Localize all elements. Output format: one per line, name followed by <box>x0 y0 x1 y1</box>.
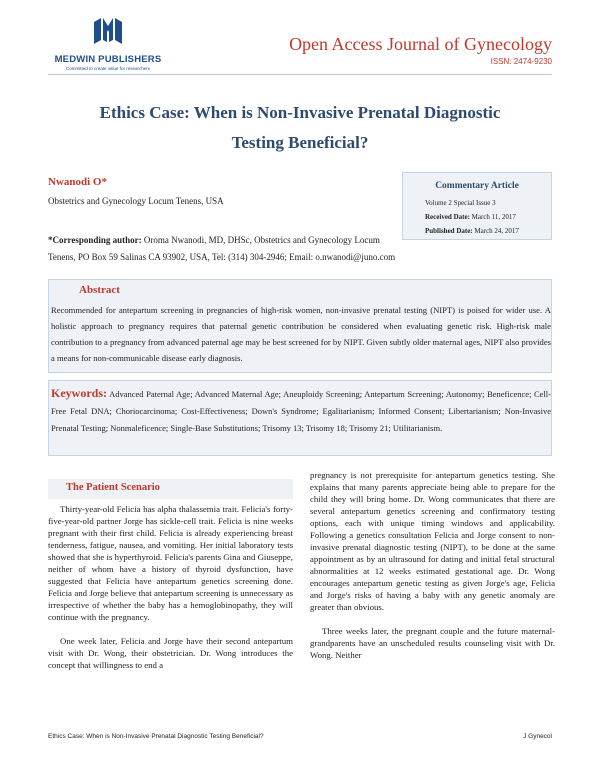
author-name: Nwanodi O* <box>48 176 107 188</box>
logo-tagline: Committed to create value for researchers <box>65 66 151 71</box>
article-title <box>60 98 540 158</box>
abstract-text: Recommended for antepartum screening in pregnancies of high-risk women, non-invasive prenatal testing (NIPT) is poised for wider use. A holistic approach to pregnancy requires that paternal genetic contribution be considered when evaluating genetic risk. High-risk male contribution to a pregnancy from advanced paternal age may be best screened for by NIPT. Given subtly older maternal ages, NIPT also provides a means for non-communicable disease early diagnosis. <box>51 305 551 363</box>
header-divider <box>48 74 552 75</box>
paragraph: One week later, Felicia and Jorge have their second antepartum visit with Dr. Wong, their obstetrician. Dr. Wong introduces the concept that willingness to end a <box>48 636 293 670</box>
corresponding-text: Oroma Nwanodi, MD, DHSc, Obstetrics and Gynecology Locum Tenens, PO Box 59 Salinas CA 93902, USA, Tel: (314) 304-2946; Email: o.nwanodi@juno.com <box>48 235 396 262</box>
published-label: Published Date: <box>425 227 473 235</box>
published-value: March 24, 2017 <box>472 227 519 235</box>
keywords-box <box>48 380 552 456</box>
keywords-label: Keywords: <box>51 386 107 400</box>
publisher-logo <box>48 14 168 74</box>
title-line-1: Ethics Case: When is Non-Invasive Prenatal Diagnostic <box>99 103 501 122</box>
received-date <box>425 213 516 221</box>
volume-info: Volume 2 Special Issue 3 <box>425 199 496 207</box>
abstract-heading: Abstract <box>79 284 120 296</box>
received-value: March 11, 2017 <box>469 213 516 221</box>
journal-name: Open Access Journal of Gynecology <box>289 34 552 54</box>
article-info-box <box>402 172 552 240</box>
author-affiliation: Obstetrics and Gynecology Locum Tenens, USA <box>48 196 224 206</box>
column-left <box>48 503 293 683</box>
keywords <box>49 385 553 437</box>
published-date <box>425 227 519 235</box>
keywords-list: Advanced Paternal Age; Advanced Maternal Age; Aneuploidy Screening; Antepartum Screening; Autonomy; Beneficence; Cell-Free Fetal DNA; Choriocarcinoma; Cost-Effectiveness; Down's Syndrome; Egalitarianism; Informed Consent; Libertarianism; Non-Invasive Prenatal Testing; Nonmaleficence; Single-Base Substitutions; Trisomy 13; Trisomy 18; Trisomy 21; Utilitarianism. <box>51 389 551 433</box>
abstract-box <box>48 279 552 373</box>
medwin-logo-icon <box>90 14 126 50</box>
paragraph: pregnancy is not prerequisite for antepartum genetics testing. She explains that many parents appreciate being able to prepare for the child they will bring home. Dr. Wong communicates that there are several antepartum genetics screening and confirmatory testing options, each with unique timing windows and applicability. Following a genetics consultation Felicia and Jorge consent to non-invasive prenatal diagnostic testing (NIPT), to be done at the same appointment as by an ultrasound for dating and initial fetal structural abnormalities at 12 weeks estimated gestational age. Dr. Wong encourages antepartum genetic testing as given Jorge's age, Felicia and Jorge's risks of having a baby with any genetic anomaly are greater than obvious. <box>310 470 555 612</box>
footer-running-title: Ethics Case: When is Non-Invasive Prenatal Diagnostic Testing Beneficial? <box>48 733 264 740</box>
received-label: Received Date: <box>425 213 470 221</box>
title-line-2: Testing Beneficial? <box>231 133 369 152</box>
footer-journal-abbrev: J Gynecol <box>523 733 552 740</box>
corresponding-author <box>48 232 406 266</box>
logo-name: MEDWIN PUBLISHERS <box>54 54 162 65</box>
article-type: Commentary Article <box>435 181 519 191</box>
corresponding-label: *Corresponding author: <box>48 235 142 245</box>
paragraph: Thirty-year-old Felicia has alpha thalassemia trait. Felicia's forty-five-year-old partner Jorge has sickle-cell trait. Felicia is nine weeks pregnant with their first child. Felicia is already experiencing breast tenderness, fatigue, nausea, and vomiting. Her initial laboratory tests showed that she is hyperthyroid. Felicia's parents Gina and Giuseppe, neither of whom have a history of thyroid dysfunction, have suggested that Felicia have antepartum genetics screening done. Felicia and Jorge believe that antepartum screening is unnecessary as irrespective of whether the baby has a hemoglobinopathy, they will continue with the pregnancy. <box>48 504 293 622</box>
journal-issn: ISSN: 2474-9230 <box>490 57 552 66</box>
column-right <box>310 469 555 673</box>
section-heading: The Patient Scenario <box>66 482 160 493</box>
section-heading-box <box>48 479 293 499</box>
paragraph: Three weeks later, the pregnant couple and the future maternal-grandparents have an unscheduled results counseling visit with Dr. Wong. Neither <box>310 626 555 660</box>
